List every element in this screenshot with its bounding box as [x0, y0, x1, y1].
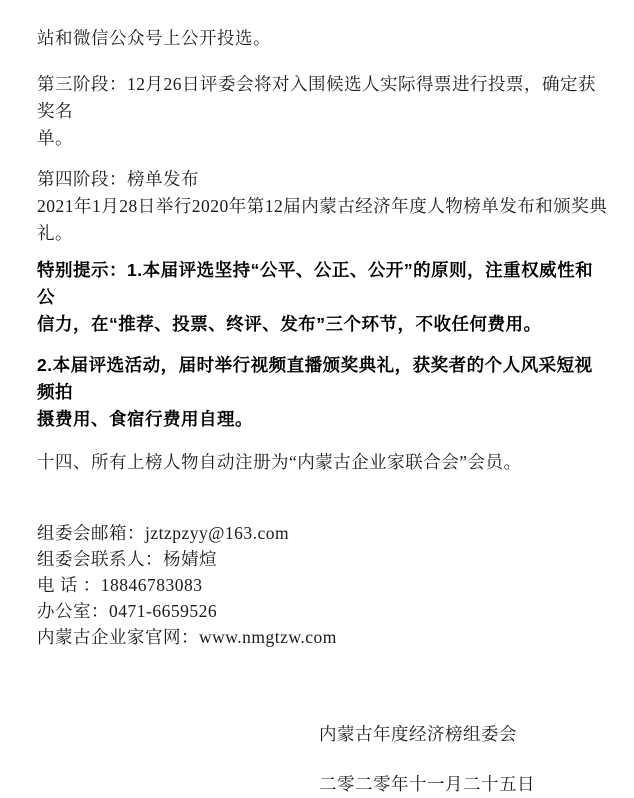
contact-website: 内蒙古企业家官网：www.nmgtzw.com — [37, 627, 337, 647]
contact-office: 办公室：0471-6659526 — [37, 601, 218, 621]
paragraph-special-note-1 — [37, 257, 608, 338]
paragraph-phase-3 — [37, 71, 608, 152]
text-line: 单。 — [37, 128, 73, 148]
contact-person: 组委会联系人：杨婧煊 — [37, 549, 217, 569]
contact-info-block — [37, 520, 608, 650]
signature-block — [319, 721, 608, 798]
contact-phone: 电 话 ：18846783083 — [37, 575, 203, 595]
paragraph-item-14 — [37, 449, 608, 476]
paragraph-special-note-2 — [37, 352, 608, 433]
text-line: 站和微信公众号上公开投选。 — [37, 28, 271, 48]
contact-email: 组委会邮箱：jztzpzyy@163.com — [37, 523, 290, 543]
text-line: 2.本届评选活动，届时举行视频直播颁奖典礼，获奖者的个人风采短视频拍 — [37, 355, 593, 402]
text-line: 十四、所有上榜人物自动注册为“内蒙古企业家联合会”会员。 — [37, 452, 522, 472]
paragraph-phase-4 — [37, 166, 608, 247]
text-line: 第三阶段：12月26日评委会将对入围候选人实际得票进行投票，确定获奖名 — [37, 74, 596, 121]
signature-date: 二零二零年十一月二十五日 — [319, 774, 535, 794]
text-line: 摄费用、食宿行费用自理。 — [37, 409, 253, 429]
text-line: 第四阶段：榜单发布 — [37, 169, 199, 189]
text-line: 信力，在“推荐、投票、终评、发布”三个环节，不收任何费用。 — [37, 314, 542, 334]
text-line: 特别提示：1.本届评选坚持“公平、公正、公开”的原则，注重权威性和公 — [37, 260, 594, 307]
paragraph-online-voting — [37, 25, 608, 52]
text-line: 2021年1月28日举行2020年第12届内蒙古经济年度人物榜单发布和颁奖典礼。 — [37, 196, 608, 243]
signature-organization: 内蒙古年度经济榜组委会 — [319, 724, 517, 744]
